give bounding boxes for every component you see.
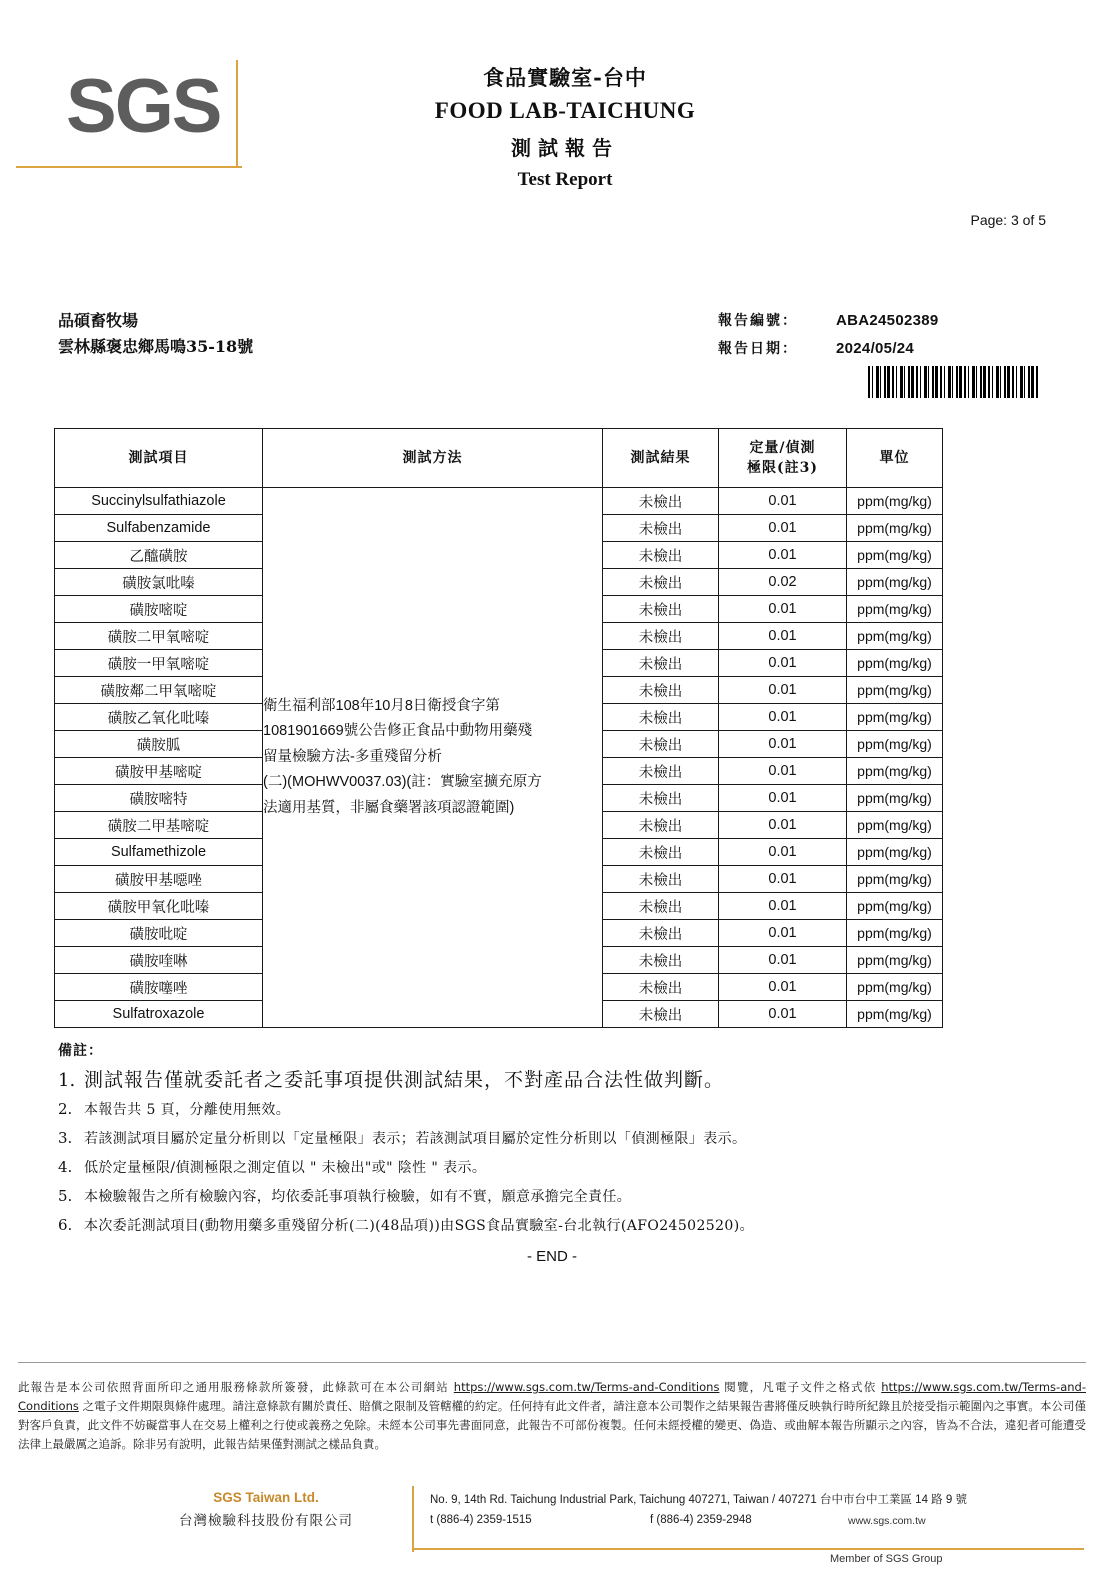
client-info (58, 308, 253, 360)
terms-link-2[interactable]: https://www.sgs.com.tw/Terms-and-Conditions (18, 1380, 1086, 1413)
disclaimer-part-1: 此報告是本公司依照背面所印之通用服務條款所簽發，此條款可在本公司網站 (18, 1380, 454, 1394)
cell-test-item: 磺胺二甲氧嘧啶 (55, 623, 263, 650)
report-title-block (340, 62, 790, 191)
report-meta (718, 310, 939, 366)
cell-detection-limit: 0.01 (719, 839, 847, 866)
cell-unit: ppm(mg/kg) (847, 839, 943, 866)
cell-unit: ppm(mg/kg) (847, 785, 943, 812)
cell-unit: ppm(mg/kg) (847, 569, 943, 596)
cell-test-result: 未檢出 (603, 812, 719, 839)
cell-test-result: 未檢出 (603, 488, 719, 515)
cell-detection-limit: 0.01 (719, 1001, 847, 1028)
note-text: 測試報告僅就委託者之委託事項提供測試結果，不對產品合法性做判斷。 (84, 1069, 725, 1091)
col-header-unit: 單位 (847, 429, 943, 488)
cell-unit: ppm(mg/kg) (847, 812, 943, 839)
cell-test-result: 未檢出 (603, 515, 719, 542)
cell-test-result: 未檢出 (603, 623, 719, 650)
cell-test-result: 未檢出 (603, 974, 719, 1001)
cell-test-item: 磺胺鄰二甲氧嘧啶 (55, 677, 263, 704)
cell-unit: ppm(mg/kg) (847, 704, 943, 731)
cell-test-item: Sulfamethizole (55, 839, 263, 866)
cell-test-result: 未檢出 (603, 893, 719, 920)
logo-horizontal-rule (16, 166, 242, 168)
cell-test-item: 磺胺噻唑 (55, 974, 263, 1001)
col-header-test-item: 測試項目 (55, 429, 263, 488)
disclaimer-text (18, 1378, 1086, 1454)
disclaimer-part-2: 閱覽，凡電子文件之格式依 (719, 1380, 882, 1394)
cell-unit: ppm(mg/kg) (847, 920, 943, 947)
cell-detection-limit: 0.01 (719, 542, 847, 569)
cell-test-result: 未檢出 (603, 839, 719, 866)
footer-horizontal-rule (412, 1548, 1084, 1550)
note-item (58, 1070, 958, 1091)
footer-website: www.sgs.com.tw (848, 1515, 926, 1527)
results-table-wrapper (54, 428, 942, 1028)
note-item (58, 1158, 958, 1178)
cell-detection-limit: 0.01 (719, 866, 847, 893)
report-date-label: 報告日期： (718, 341, 798, 357)
cell-detection-limit: 0.01 (719, 650, 847, 677)
detection-limit-line-2: 極限(註3) (747, 460, 818, 476)
page-footer (18, 1490, 1086, 1562)
cell-detection-limit: 0.01 (719, 704, 847, 731)
note-number: 6. (58, 1216, 73, 1234)
cell-detection-limit: 0.01 (719, 488, 847, 515)
report-number-row (718, 310, 939, 330)
cell-detection-limit: 0.01 (719, 758, 847, 785)
cell-unit: ppm(mg/kg) (847, 515, 943, 542)
note-item (58, 1100, 958, 1120)
lab-name-english: FOOD LAB-TAICHUNG (434, 98, 696, 123)
footer-company-block (126, 1490, 406, 1529)
cell-test-result: 未檢出 (603, 650, 719, 677)
results-table-body (55, 488, 943, 1028)
note-text: 本次委託測試項目(動物用藥多重殘留分析(二)(48品項))由SGS食品實驗室-台北執行(AFO24502520)。 (84, 1218, 754, 1234)
detection-limit-line-1: 定量/偵測 (749, 440, 816, 456)
cell-unit: ppm(mg/kg) (847, 731, 943, 758)
col-header-detection-limit (719, 429, 847, 488)
footer-member-note: Member of SGS Group (830, 1553, 943, 1565)
note-number: 5. (58, 1187, 73, 1205)
method-line: 法適用基質，非屬食藥署該項認證範圍) (263, 799, 515, 816)
cell-test-item: 磺胺喹啉 (55, 947, 263, 974)
report-number-label: 報告編號： (718, 313, 798, 329)
table-row (55, 488, 943, 515)
note-number: 1. (58, 1070, 76, 1091)
notes-section (58, 1040, 958, 1245)
cell-detection-limit: 0.01 (719, 947, 847, 974)
method-line: 衛生福利部108年10月8日衛授食字第 (263, 697, 500, 714)
cell-test-item: 磺胺嘧特 (55, 785, 263, 812)
cell-detection-limit: 0.01 (719, 623, 847, 650)
report-date-row (718, 338, 939, 358)
cell-test-item: 乙醯磺胺 (55, 542, 263, 569)
cell-test-result: 未檢出 (603, 920, 719, 947)
cell-test-result: 未檢出 (603, 596, 719, 623)
cell-test-item: Sulfabenzamide (55, 515, 263, 542)
method-line: 1081901669號公告修正食品中動物用藥殘 (263, 723, 533, 740)
document-title-english: Test Report (517, 169, 613, 190)
cell-unit: ppm(mg/kg) (847, 1001, 943, 1028)
cell-detection-limit: 0.01 (719, 974, 847, 1001)
col-header-test-result: 測試結果 (603, 429, 719, 488)
note-number: 4. (58, 1158, 73, 1176)
note-text: 本檢驗報告之所有檢驗內容，均依委託事項執行檢驗，如有不實，願意承擔完全責任。 (84, 1189, 632, 1205)
cell-test-result: 未檢出 (603, 758, 719, 785)
sgs-logo-text: SGS (66, 64, 221, 149)
cell-test-result: 未檢出 (603, 704, 719, 731)
footer-fax: f (886-4) 2359-2948 (650, 1514, 752, 1526)
footer-address: No. 9, 14th Rd. Taichung Industrial Park, Taichung 407271, Taiwan / 407271 台中市台中工業區 14 路 9 號 (430, 1494, 967, 1506)
results-table-header-row (55, 429, 943, 488)
cell-detection-limit: 0.01 (719, 812, 847, 839)
cell-test-item: 磺胺甲基嘧啶 (55, 758, 263, 785)
document-title-chinese: 測試報告 (511, 136, 619, 160)
notes-list (58, 1070, 958, 1236)
cell-test-item: Sulfatroxazole (55, 1001, 263, 1028)
cell-test-result: 未檢出 (603, 785, 719, 812)
footer-telephone: t (886-4) 2359-1515 (430, 1514, 532, 1526)
results-table (54, 428, 943, 1028)
terms-link-1[interactable]: https://www.sgs.com.tw/Terms-and-Conditions (453, 1380, 720, 1394)
cell-detection-limit: 0.01 (719, 515, 847, 542)
cell-test-item: 磺胺胍 (55, 731, 263, 758)
footer-company-english: SGS Taiwan Ltd. (213, 1490, 319, 1505)
cell-detection-limit: 0.01 (719, 893, 847, 920)
col-header-test-method: 測試方法 (263, 429, 603, 488)
logo-vertical-rule (236, 60, 238, 168)
note-item (58, 1216, 958, 1236)
cell-detection-limit: 0.01 (719, 785, 847, 812)
footer-divider (18, 1362, 1086, 1363)
disclaimer-part-3: 之電子文件期限與條件處理。請注意條款有關於責任、賠償之限制及管轄權的約定。任何持有此文件者，請注意本公司製作之結果報告書將僅反映執行時所紀錄且於接受指示範圍內之事實。本公司僅對客戶負責，此文件不妨礙當事人在交易上權利之行使或義務之免除。未經本公司事先書面同意，此報告不可部份複製。任何未經授權的變更、偽造、或曲解本報告所顯示之內容，皆為不合法，違犯者可能遭受法律上最嚴厲之追訴。除非另有說明，此報告結果僅對測試之樣品負責。 (18, 1399, 1086, 1451)
note-number: 3. (58, 1129, 73, 1147)
cell-unit: ppm(mg/kg) (847, 866, 943, 893)
cell-test-item: 磺胺甲基噁唑 (55, 866, 263, 893)
report-number-value: ABA24502389 (836, 312, 939, 329)
end-mark: - END - (527, 1248, 577, 1265)
cell-test-result: 未檢出 (603, 947, 719, 974)
cell-unit: ppm(mg/kg) (847, 596, 943, 623)
method-line: (二)(MOHWV0037.03)(註：實驗室擴充原方 (263, 774, 542, 791)
report-header (0, 48, 1104, 218)
cell-test-result: 未檢出 (603, 731, 719, 758)
cell-test-item: 磺胺甲氧化吡嗪 (55, 893, 263, 920)
footer-vertical-rule (412, 1486, 414, 1552)
cell-detection-limit: 0.01 (719, 596, 847, 623)
report-barcode (868, 366, 1038, 398)
notes-title: 備註： (58, 1043, 103, 1059)
cell-unit: ppm(mg/kg) (847, 947, 943, 974)
cell-detection-limit: 0.01 (719, 677, 847, 704)
cell-unit: ppm(mg/kg) (847, 758, 943, 785)
note-text: 本報告共 5 頁，分離使用無效。 (84, 1102, 291, 1118)
cell-detection-limit: 0.01 (719, 920, 847, 947)
sgs-logo (60, 60, 290, 180)
footer-company-chinese: 台灣檢驗科技股份有限公司 (179, 1513, 353, 1529)
cell-unit: ppm(mg/kg) (847, 893, 943, 920)
results-table-head (55, 429, 943, 488)
cell-detection-limit: 0.01 (719, 731, 847, 758)
cell-unit: ppm(mg/kg) (847, 974, 943, 1001)
cell-test-result: 未檢出 (603, 1001, 719, 1028)
client-address: 雲林縣褒忠鄉馬鳴35-18號 (58, 337, 254, 356)
cell-unit: ppm(mg/kg) (847, 488, 943, 515)
cell-test-method (263, 488, 603, 1028)
cell-test-item: 磺胺吡啶 (55, 920, 263, 947)
note-item (58, 1187, 958, 1207)
cell-detection-limit: 0.02 (719, 569, 847, 596)
report-date-value: 2024/05/24 (836, 340, 915, 357)
cell-unit: ppm(mg/kg) (847, 677, 943, 704)
cell-test-item: 磺胺乙氧化吡嗪 (55, 704, 263, 731)
cell-test-item: 磺胺氯吡嗪 (55, 569, 263, 596)
cell-test-item: Succinylsulfathiazole (55, 488, 263, 515)
cell-unit: ppm(mg/kg) (847, 542, 943, 569)
cell-test-item: 磺胺嘧啶 (55, 596, 263, 623)
cell-test-result: 未檢出 (603, 569, 719, 596)
page-indicator: Page: 3 of 5 (970, 212, 1046, 228)
cell-unit: ppm(mg/kg) (847, 650, 943, 677)
cell-unit: ppm(mg/kg) (847, 623, 943, 650)
cell-test-result: 未檢出 (603, 866, 719, 893)
cell-test-item: 磺胺一甲氧嘧啶 (55, 650, 263, 677)
note-item (58, 1129, 958, 1149)
note-text: 低於定量極限/偵測極限之測定值以 " 未檢出"或" 陰性 " 表示。 (84, 1160, 487, 1176)
lab-name-chinese: 食品實驗室-台中 (483, 65, 647, 90)
note-number: 2. (58, 1100, 73, 1118)
note-text: 若該測試項目屬於定量分析則以「定量極限」表示；若該測試項目屬於定性分析則以「偵測極限」表示。 (84, 1131, 747, 1147)
cell-test-result: 未檢出 (603, 542, 719, 569)
client-name: 品碩畜牧場 (58, 311, 139, 330)
method-line: 留量檢驗方法-多重殘留分析 (263, 748, 442, 765)
cell-test-result: 未檢出 (603, 677, 719, 704)
cell-test-item: 磺胺二甲基嘧啶 (55, 812, 263, 839)
